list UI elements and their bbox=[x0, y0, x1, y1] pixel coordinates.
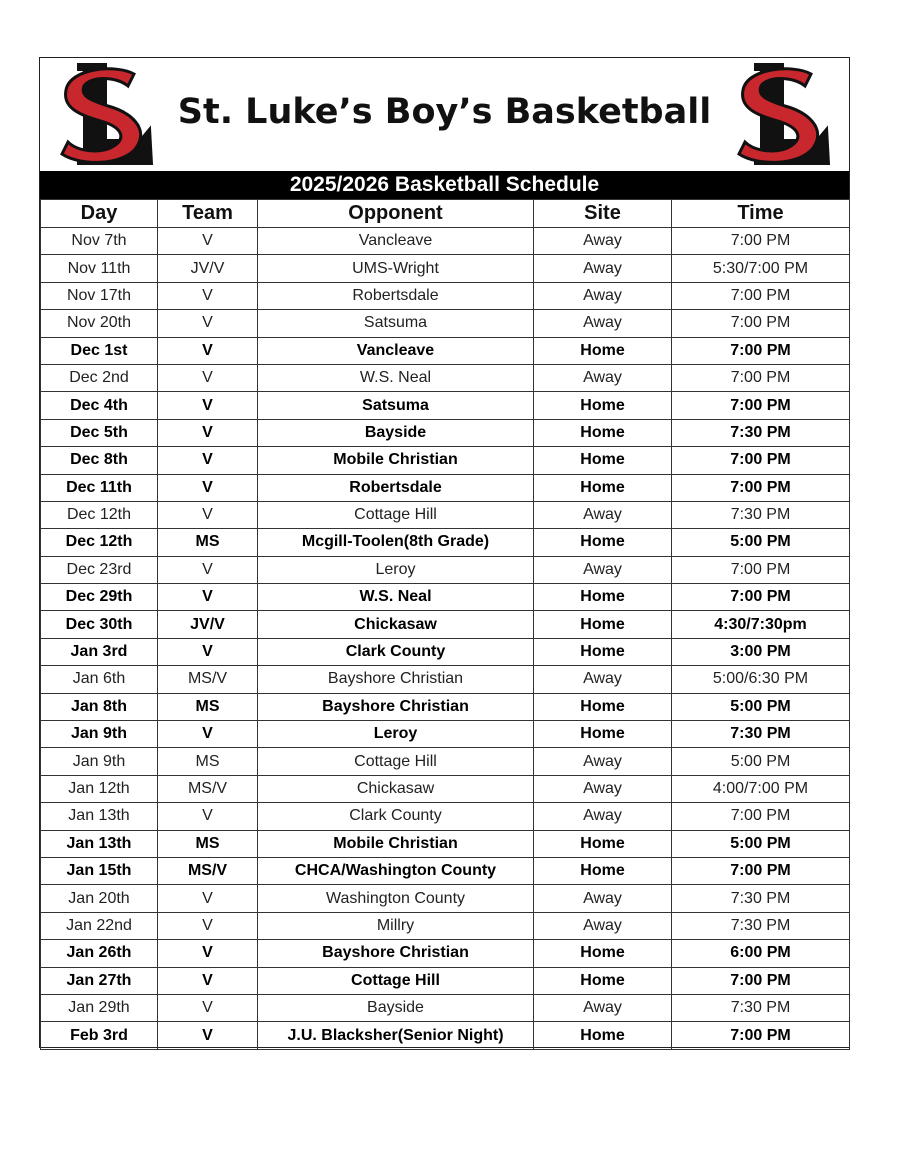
schedule-sheet bbox=[39, 57, 850, 1048]
cell-time: 5:00/6:30 PM bbox=[672, 666, 850, 693]
cell-site: Away bbox=[534, 282, 672, 309]
table-row bbox=[41, 529, 850, 556]
table-row bbox=[41, 474, 850, 501]
cell-site: Away bbox=[534, 666, 672, 693]
cell-time: 4:30/7:30pm bbox=[672, 611, 850, 638]
cell-day: Dec 12th bbox=[41, 529, 158, 556]
cell-opponent: Mcgill-Toolen(8th Grade) bbox=[258, 529, 534, 556]
cell-time: 7:30 PM bbox=[672, 419, 850, 446]
cell-team: V bbox=[158, 1022, 258, 1049]
table-row bbox=[41, 940, 850, 967]
table-row bbox=[41, 967, 850, 994]
cell-day: Jan 3rd bbox=[41, 638, 158, 665]
table-row bbox=[41, 501, 850, 528]
st-lukes-logo-icon bbox=[733, 62, 833, 166]
cell-site: Away bbox=[534, 501, 672, 528]
cell-time: 7:00 PM bbox=[672, 392, 850, 419]
cell-site: Away bbox=[534, 748, 672, 775]
table-row bbox=[41, 392, 850, 419]
cell-time: 7:30 PM bbox=[672, 994, 850, 1021]
column-header-day: Day bbox=[41, 200, 158, 228]
table-row bbox=[41, 803, 850, 830]
cell-opponent: Bayshore Christian bbox=[258, 666, 534, 693]
cell-day: Dec 5th bbox=[41, 419, 158, 446]
cell-opponent: Satsuma bbox=[258, 392, 534, 419]
column-header-opponent: Opponent bbox=[258, 200, 534, 228]
table-row bbox=[41, 666, 850, 693]
cell-opponent: Cottage Hill bbox=[258, 967, 534, 994]
cell-opponent: Satsuma bbox=[258, 310, 534, 337]
cell-team: JV/V bbox=[158, 611, 258, 638]
cell-time: 7:30 PM bbox=[672, 501, 850, 528]
cell-day: Jan 27th bbox=[41, 967, 158, 994]
cell-team: MS bbox=[158, 748, 258, 775]
cell-site: Away bbox=[534, 885, 672, 912]
table-row bbox=[41, 721, 850, 748]
column-header-site: Site bbox=[534, 200, 672, 228]
cell-team: V bbox=[158, 337, 258, 364]
cell-site: Home bbox=[534, 1022, 672, 1049]
cell-team: MS/V bbox=[158, 857, 258, 884]
cell-site: Home bbox=[534, 638, 672, 665]
cell-day: Dec 1st bbox=[41, 337, 158, 364]
cell-opponent: Leroy bbox=[258, 721, 534, 748]
cell-time: 7:00 PM bbox=[672, 474, 850, 501]
cell-site: Home bbox=[534, 392, 672, 419]
cell-team: V bbox=[158, 364, 258, 391]
table-row bbox=[41, 310, 850, 337]
cell-opponent: Vancleave bbox=[258, 228, 534, 255]
table-row bbox=[41, 638, 850, 665]
schedule-body bbox=[41, 228, 850, 1050]
cell-time: 7:00 PM bbox=[672, 447, 850, 474]
cell-team: V bbox=[158, 310, 258, 337]
column-header-team: Team bbox=[158, 200, 258, 228]
cell-day: Jan 9th bbox=[41, 721, 158, 748]
cell-opponent: W.S. Neal bbox=[258, 364, 534, 391]
cell-day: Dec 12th bbox=[41, 501, 158, 528]
cell-team: V bbox=[158, 447, 258, 474]
cell-site: Away bbox=[534, 775, 672, 802]
cell-time: 7:30 PM bbox=[672, 885, 850, 912]
table-header-row bbox=[41, 200, 850, 228]
cell-time: 5:00 PM bbox=[672, 748, 850, 775]
cell-day: Jan 6th bbox=[41, 666, 158, 693]
cell-time: 7:00 PM bbox=[672, 310, 850, 337]
cell-site: Away bbox=[534, 994, 672, 1021]
cell-team: MS/V bbox=[158, 775, 258, 802]
table-row bbox=[41, 556, 850, 583]
cell-day: Jan 20th bbox=[41, 885, 158, 912]
table-row bbox=[41, 830, 850, 857]
cell-time: 7:00 PM bbox=[672, 584, 850, 611]
cell-site: Home bbox=[534, 337, 672, 364]
cell-opponent: Robertsdale bbox=[258, 282, 534, 309]
cell-team: V bbox=[158, 228, 258, 255]
cell-day: Dec 23rd bbox=[41, 556, 158, 583]
cell-opponent: Cottage Hill bbox=[258, 748, 534, 775]
cell-time: 7:30 PM bbox=[672, 721, 850, 748]
table-row bbox=[41, 255, 850, 282]
cell-team: V bbox=[158, 885, 258, 912]
cell-site: Home bbox=[534, 857, 672, 884]
cell-time: 4:00/7:00 PM bbox=[672, 775, 850, 802]
cell-opponent: Chickasaw bbox=[258, 611, 534, 638]
cell-time: 7:00 PM bbox=[672, 857, 850, 884]
cell-opponent: Clark County bbox=[258, 638, 534, 665]
cell-team: V bbox=[158, 392, 258, 419]
cell-day: Jan 29th bbox=[41, 994, 158, 1021]
table-row bbox=[41, 611, 850, 638]
table-row bbox=[41, 748, 850, 775]
cell-team: V bbox=[158, 994, 258, 1021]
cell-team: V bbox=[158, 556, 258, 583]
cell-opponent: CHCA/Washington County bbox=[258, 857, 534, 884]
cell-site: Away bbox=[534, 310, 672, 337]
table-row bbox=[41, 775, 850, 802]
cell-time: 5:00 PM bbox=[672, 529, 850, 556]
cell-time: 7:00 PM bbox=[672, 556, 850, 583]
cell-opponent: Bayshore Christian bbox=[258, 693, 534, 720]
cell-day: Nov 7th bbox=[41, 228, 158, 255]
cell-day: Jan 26th bbox=[41, 940, 158, 967]
cell-day: Dec 30th bbox=[41, 611, 158, 638]
cell-opponent: Mobile Christian bbox=[258, 830, 534, 857]
cell-time: 7:00 PM bbox=[672, 228, 850, 255]
cell-day: Jan 9th bbox=[41, 748, 158, 775]
cell-team: V bbox=[158, 419, 258, 446]
cell-site: Home bbox=[534, 693, 672, 720]
cell-opponent: Millry bbox=[258, 912, 534, 939]
cell-site: Away bbox=[534, 556, 672, 583]
cell-time: 7:00 PM bbox=[672, 967, 850, 994]
column-header-time: Time bbox=[672, 200, 850, 228]
cell-day: Jan 22nd bbox=[41, 912, 158, 939]
cell-site: Away bbox=[534, 255, 672, 282]
cell-time: 7:00 PM bbox=[672, 282, 850, 309]
table-row bbox=[41, 693, 850, 720]
cell-opponent: Clark County bbox=[258, 803, 534, 830]
cell-day: Dec 11th bbox=[41, 474, 158, 501]
cell-opponent: W.S. Neal bbox=[258, 584, 534, 611]
cell-opponent: Bayshore Christian bbox=[258, 940, 534, 967]
schedule-subtitle: 2025/2026 Basketball Schedule bbox=[40, 171, 849, 199]
table-row bbox=[41, 228, 850, 255]
cell-opponent: Mobile Christian bbox=[258, 447, 534, 474]
cell-site: Home bbox=[534, 611, 672, 638]
table-row bbox=[41, 994, 850, 1021]
cell-site: Home bbox=[534, 830, 672, 857]
cell-site: Home bbox=[534, 447, 672, 474]
cell-team: V bbox=[158, 721, 258, 748]
table-row bbox=[41, 912, 850, 939]
cell-time: 5:00 PM bbox=[672, 693, 850, 720]
cell-day: Dec 29th bbox=[41, 584, 158, 611]
cell-time: 7:00 PM bbox=[672, 337, 850, 364]
table-row bbox=[41, 885, 850, 912]
cell-team: V bbox=[158, 912, 258, 939]
cell-site: Away bbox=[534, 912, 672, 939]
cell-opponent: Washington County bbox=[258, 885, 534, 912]
cell-team: V bbox=[158, 940, 258, 967]
cell-site: Away bbox=[534, 803, 672, 830]
cell-site: Home bbox=[534, 529, 672, 556]
cell-opponent: UMS-Wright bbox=[258, 255, 534, 282]
header bbox=[40, 58, 849, 171]
cell-day: Jan 8th bbox=[41, 693, 158, 720]
cell-opponent: Vancleave bbox=[258, 337, 534, 364]
cell-team: MS bbox=[158, 529, 258, 556]
table-row bbox=[41, 364, 850, 391]
cell-team: MS/V bbox=[158, 666, 258, 693]
cell-opponent: Chickasaw bbox=[258, 775, 534, 802]
cell-time: 5:00 PM bbox=[672, 830, 850, 857]
cell-day: Dec 2nd bbox=[41, 364, 158, 391]
cell-day: Feb 3rd bbox=[41, 1022, 158, 1049]
table-row bbox=[41, 447, 850, 474]
cell-time: 3:00 PM bbox=[672, 638, 850, 665]
cell-opponent: Cottage Hill bbox=[258, 501, 534, 528]
cell-time: 7:00 PM bbox=[672, 803, 850, 830]
cell-opponent: Bayside bbox=[258, 419, 534, 446]
cell-day: Dec 8th bbox=[41, 447, 158, 474]
cell-site: Away bbox=[534, 228, 672, 255]
cell-day: Nov 17th bbox=[41, 282, 158, 309]
cell-time: 6:00 PM bbox=[672, 940, 850, 967]
cell-team: V bbox=[158, 501, 258, 528]
cell-site: Home bbox=[534, 967, 672, 994]
cell-site: Home bbox=[534, 419, 672, 446]
cell-site: Home bbox=[534, 940, 672, 967]
table-row bbox=[41, 337, 850, 364]
cell-day: Jan 13th bbox=[41, 803, 158, 830]
cell-team: MS bbox=[158, 693, 258, 720]
cell-time: 7:00 PM bbox=[672, 1022, 850, 1049]
cell-team: V bbox=[158, 803, 258, 830]
cell-opponent: Leroy bbox=[258, 556, 534, 583]
cell-time: 7:00 PM bbox=[672, 364, 850, 391]
cell-team: MS bbox=[158, 830, 258, 857]
table-row bbox=[41, 1022, 850, 1049]
cell-team: V bbox=[158, 967, 258, 994]
cell-site: Home bbox=[534, 584, 672, 611]
cell-opponent: J.U. Blacksher(Senior Night) bbox=[258, 1022, 534, 1049]
schedule-table bbox=[40, 199, 850, 1050]
cell-team: V bbox=[158, 638, 258, 665]
cell-day: Nov 20th bbox=[41, 310, 158, 337]
table-row bbox=[41, 857, 850, 884]
cell-site: Away bbox=[534, 364, 672, 391]
cell-day: Jan 13th bbox=[41, 830, 158, 857]
cell-opponent: Robertsdale bbox=[258, 474, 534, 501]
cell-site: Home bbox=[534, 721, 672, 748]
cell-day: Jan 15th bbox=[41, 857, 158, 884]
table-row bbox=[41, 419, 850, 446]
cell-time: 7:30 PM bbox=[672, 912, 850, 939]
cell-day: Dec 4th bbox=[41, 392, 158, 419]
table-row bbox=[41, 584, 850, 611]
table-row bbox=[41, 282, 850, 309]
cell-day: Nov 11th bbox=[41, 255, 158, 282]
cell-team: V bbox=[158, 474, 258, 501]
cell-site: Home bbox=[534, 474, 672, 501]
cell-team: V bbox=[158, 584, 258, 611]
cell-day: Jan 12th bbox=[41, 775, 158, 802]
cell-opponent: Bayside bbox=[258, 994, 534, 1021]
cell-team: JV/V bbox=[158, 255, 258, 282]
page-title: St. Luke’s Boy’s Basketball bbox=[177, 92, 712, 132]
cell-team: V bbox=[158, 282, 258, 309]
cell-time: 5:30/7:00 PM bbox=[672, 255, 850, 282]
